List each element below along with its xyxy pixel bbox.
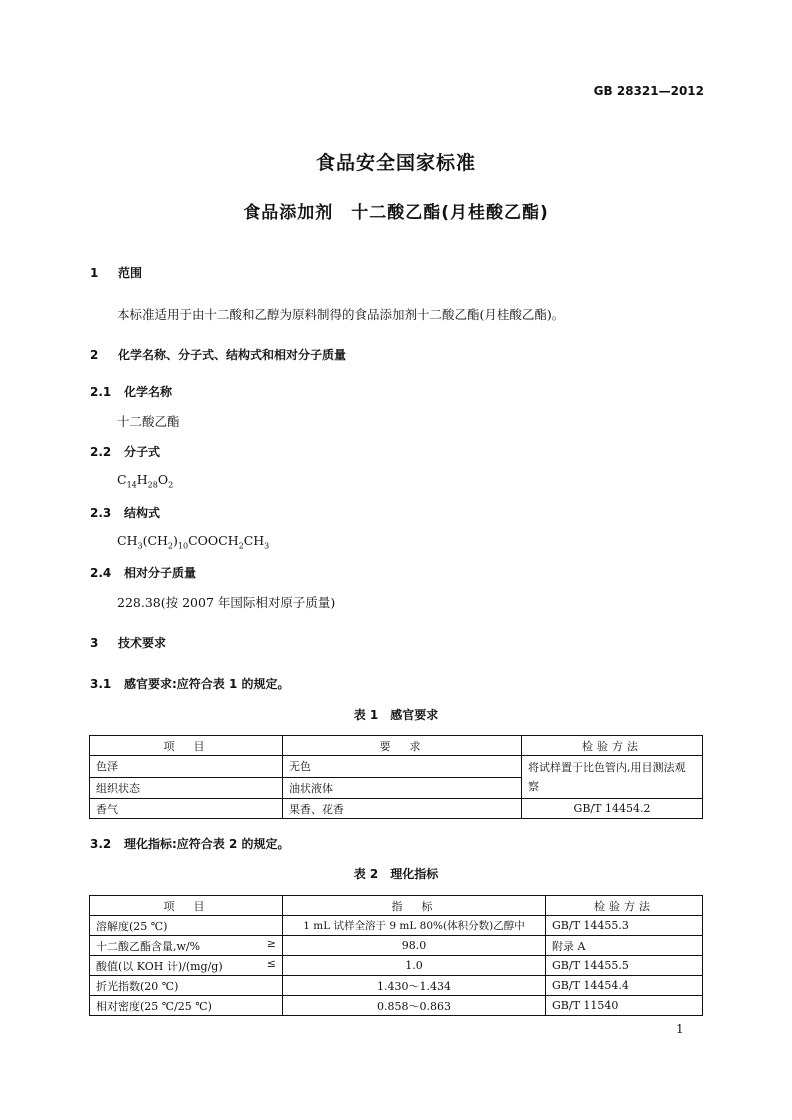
- section-3-heading: [90, 634, 166, 651]
- table-cell: 酸值(以 KOH 计)/(mg/g) ≤: [90, 956, 283, 976]
- table-1: [89, 735, 703, 819]
- table-header: 项 目: [90, 896, 283, 916]
- table-cell: 折光指数(20 ℃): [90, 976, 283, 996]
- table-row: [90, 976, 703, 996]
- section-number: 1: [90, 266, 99, 280]
- molecular-weight: 228.38(按 2007 年国际相对原子质量): [117, 595, 336, 610]
- molecular-formula: $C_{14}H_{28}O_2$: [117, 472, 174, 490]
- structural-formula: $CH_3(CH_2)_{10}COOCH_2CH_3$: [117, 533, 270, 551]
- chemical-name: 十二酸乙酯: [117, 414, 180, 429]
- table-row: [90, 936, 703, 956]
- table-cell: 1 mL 试样全溶于 9 mL 80%(体积分数)乙醇中: [283, 916, 546, 936]
- table-cell: 无色: [283, 756, 522, 778]
- table-cell: 1.0: [283, 956, 546, 976]
- table-2: [89, 895, 703, 1016]
- table-cell: 十二酸乙酯含量,w/% ≥: [90, 936, 283, 956]
- section-number: 2: [90, 348, 99, 362]
- section-title: 感官要求:应符合表 1 的规定。: [124, 677, 290, 691]
- section-number: 2.3: [90, 506, 112, 520]
- table-header: 要 求: [283, 736, 522, 756]
- table-row: [90, 996, 703, 1016]
- comparison-symbol: ≥: [266, 937, 276, 950]
- section-1-text: 本标准适用于由十二酸和乙醇为原料制得的食品添加剂十二酸乙酯(月桂酸乙酯)。: [117, 307, 565, 322]
- section-2-heading: [90, 346, 346, 363]
- table-cell: GB/T 14455.5: [546, 956, 703, 976]
- page-number: 1: [676, 1022, 684, 1036]
- section-number: 2.1: [90, 385, 112, 399]
- table-header: 指 标: [283, 896, 546, 916]
- table-cell: GB/T 14455.3: [546, 916, 703, 936]
- section-2-1-heading: [90, 383, 172, 400]
- table-row: [90, 916, 703, 936]
- table-1-caption: 表 1 感官要求: [353, 708, 439, 722]
- section-title: 结构式: [124, 506, 161, 520]
- table-2-caption: 表 2 理化指标: [353, 867, 439, 881]
- section-title: 理化指标:应符合表 2 的规定。: [124, 837, 290, 851]
- section-1-heading: [90, 264, 142, 281]
- table-cell: GB/T 11540: [546, 996, 703, 1016]
- table-cell-merged: 将试样置于比色管内,用目测法观察: [522, 756, 703, 799]
- table-cell: 果香、花香: [283, 799, 522, 819]
- table-cell: 1.430～1.434: [283, 976, 546, 996]
- table-cell: 0.858～0.863: [283, 996, 546, 1016]
- section-number: 2.2: [90, 445, 112, 459]
- table-header: 项 目: [90, 736, 283, 756]
- comparison-symbol: ≤: [266, 957, 276, 970]
- table-cell: 油状液体: [283, 777, 522, 799]
- section-title: 范围: [118, 266, 143, 280]
- document-title: 食品安全国家标准: [315, 152, 476, 174]
- table-cell: GB/T 14454.4: [546, 976, 703, 996]
- table-cell: 色泽: [90, 756, 283, 778]
- standard-number: GB 28321—2012: [593, 84, 704, 98]
- table-header: 检验方法: [546, 896, 703, 916]
- table-cell: 附录 A: [546, 936, 703, 956]
- section-number: 3.1: [90, 677, 112, 691]
- table-row: [90, 956, 703, 976]
- section-number: 2.4: [90, 566, 112, 580]
- section-2-2-heading: [90, 443, 160, 460]
- section-3-2-heading: [90, 835, 290, 852]
- section-number: 3.2: [90, 837, 112, 851]
- table-cell: 香气: [90, 799, 283, 819]
- section-title: 化学名称、分子式、结构式和相对分子质量: [118, 348, 347, 362]
- table-cell: 组织状态: [90, 777, 283, 799]
- table-cell: GB/T 14454.2: [522, 799, 703, 819]
- table-row: [90, 799, 703, 819]
- table-cell: 溶解度(25 ℃): [90, 916, 283, 936]
- table-cell: 相对密度(25 ℃/25 ℃): [90, 996, 283, 1016]
- section-title: 技术要求: [118, 636, 167, 650]
- table-header: 检验方法: [522, 736, 703, 756]
- table-cell: 98.0: [283, 936, 546, 956]
- table-row: [90, 756, 703, 778]
- section-number: 3: [90, 636, 99, 650]
- section-2-3-heading: [90, 504, 160, 521]
- section-title: 化学名称: [124, 385, 173, 399]
- document-subtitle: 食品添加剂 十二酸乙酯(月桂酸乙酯): [243, 203, 549, 223]
- section-3-1-heading: [90, 675, 290, 692]
- section-2-4-heading: [90, 564, 196, 581]
- section-title: 相对分子质量: [124, 566, 197, 580]
- section-title: 分子式: [124, 445, 161, 459]
